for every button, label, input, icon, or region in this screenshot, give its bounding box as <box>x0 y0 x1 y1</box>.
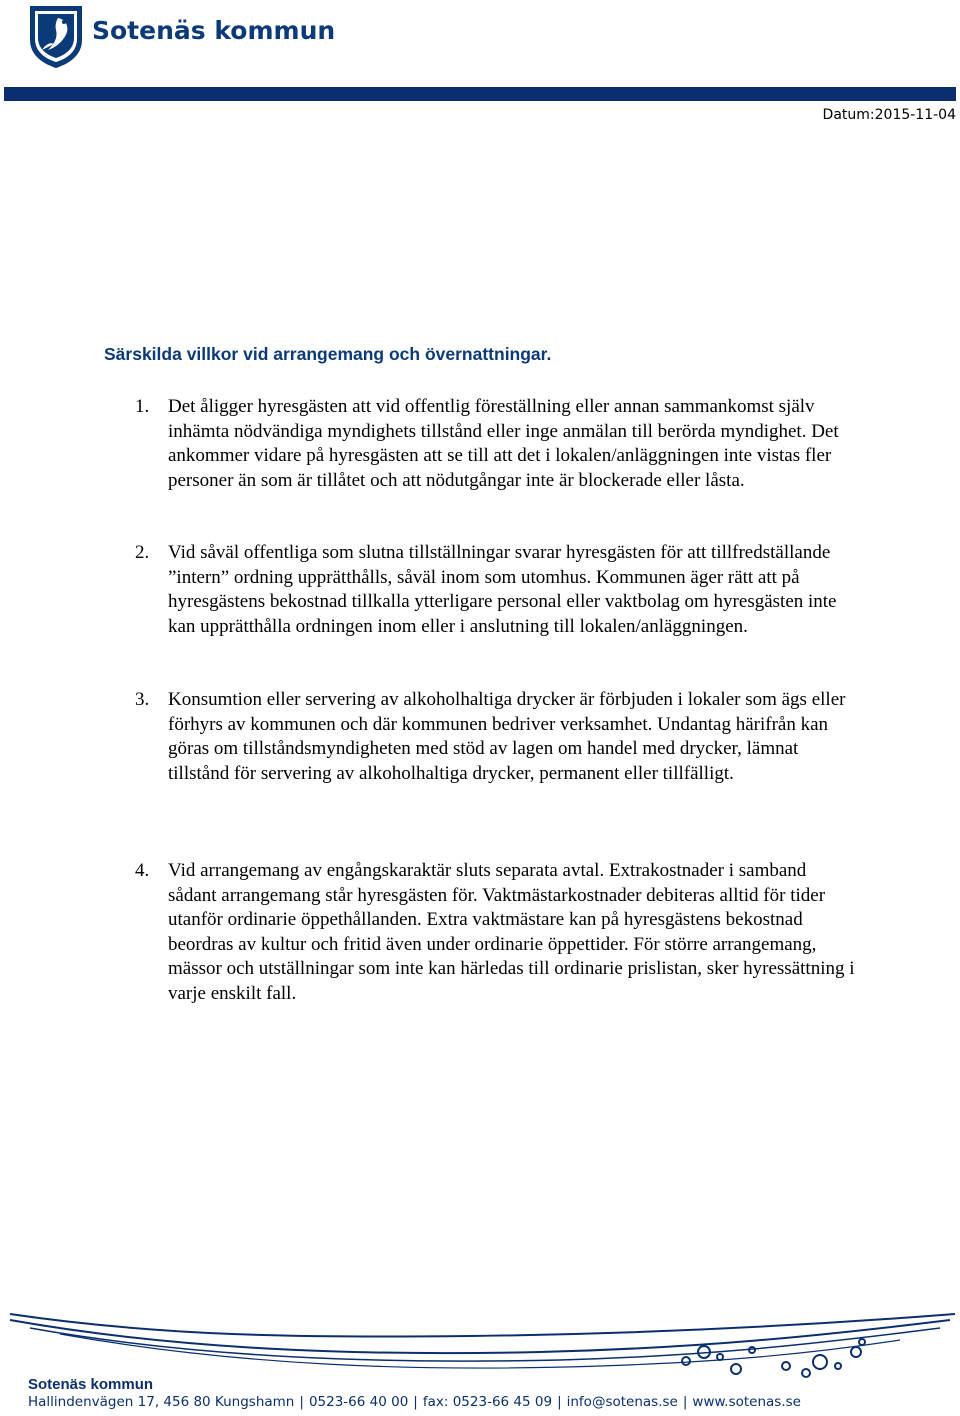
date-value: 2015-11-04 <box>874 107 956 123</box>
item-text: Det åligger hyresgästen att vid offentlig föreställning eller annan sammankomst själv inhämta nödvändiga myndighets tillstånd eller inge anmälan till berörda myndighet. Det ankommer vidare på hyresgästen att se till att det i lokalen/anläggningen inte vistas fler personer än som är tillåtet och att nödutgångar inte är blockerade eller låsta. <box>168 396 839 491</box>
footer-separator: | <box>682 1394 688 1410</box>
document-date <box>823 107 956 123</box>
footer-web-link[interactable]: www.sotenas.se <box>692 1394 801 1410</box>
sotenas-logo <box>28 4 358 70</box>
item-text: Vid arrangemang av engångskaraktär sluts separata avtal. Extrakostnader i samband sådant arrangemang står hyresgästen för. Vaktmästarkostnader debiteras alltid för tider utanför ordinarie öppethållanden. Extra vaktmästare kan på hyresgästens bekostnad beordras av kultur och fritid även under ordinarie öppettider. För större arrangemang, mässor och utställningar som inte kan härledas till ordinarie prislistan, sker hyressättning i varje enskilt fall. <box>168 860 855 1004</box>
item-number: 3. <box>135 689 150 710</box>
item-number: 1. <box>135 396 150 417</box>
logo-text: Sotenäs kommun <box>92 16 336 45</box>
footer-fax: fax: 0523-66 45 09 <box>422 1394 553 1410</box>
item-number: 4. <box>135 860 150 881</box>
footer-separator: | <box>299 1394 304 1410</box>
date-label: Datum: <box>822 107 875 123</box>
footer-contact-line <box>28 1394 801 1410</box>
item-number: 2. <box>135 542 150 563</box>
footer-address: Hallindenvägen 17, 456 80 Kungshamn <box>28 1394 295 1410</box>
item-text: Vid såväl offentliga som slutna tillställningar svarar hyresgästen för att tillfredställande ”intern” ordning upprätthålls, såväl inom som utomhus. Kommunen äger rätt att på hyresgästens bekostnad tillkalla ytterligare personal eller vaktbolag om hyresgästen inte kan upprätthålla ordningen inom eller i anslutning till lokalen/anläggningen. <box>168 542 837 637</box>
item-text: Konsumtion eller servering av alkoholhaltiga drycker är förbjuden i lokaler som ägs eller förhyrs av kommunen och där kommunen bedriver verksamhet. Undantag härifrån kan göras om tillståndsmyndigheten med stöd av lagen om handel med drycker, lämnat tillstånd för servering av alkoholhaltiga drycker, permanent eller tillfälligt. <box>168 689 846 784</box>
footer-organization: Sotenäs kommun <box>28 1376 154 1393</box>
header-rule <box>4 87 956 101</box>
footer-email-link[interactable]: info@sotenas.se <box>566 1394 678 1410</box>
footer-wave-decoration <box>0 1300 960 1380</box>
document-title: Särskilda villkor vid arrangemang och övernattningar. <box>104 344 552 364</box>
coat-of-arms-icon <box>28 4 84 70</box>
footer-phone: 0523-66 40 00 <box>308 1394 409 1410</box>
footer-separator: | <box>557 1394 562 1410</box>
footer-separator: | <box>413 1394 418 1410</box>
